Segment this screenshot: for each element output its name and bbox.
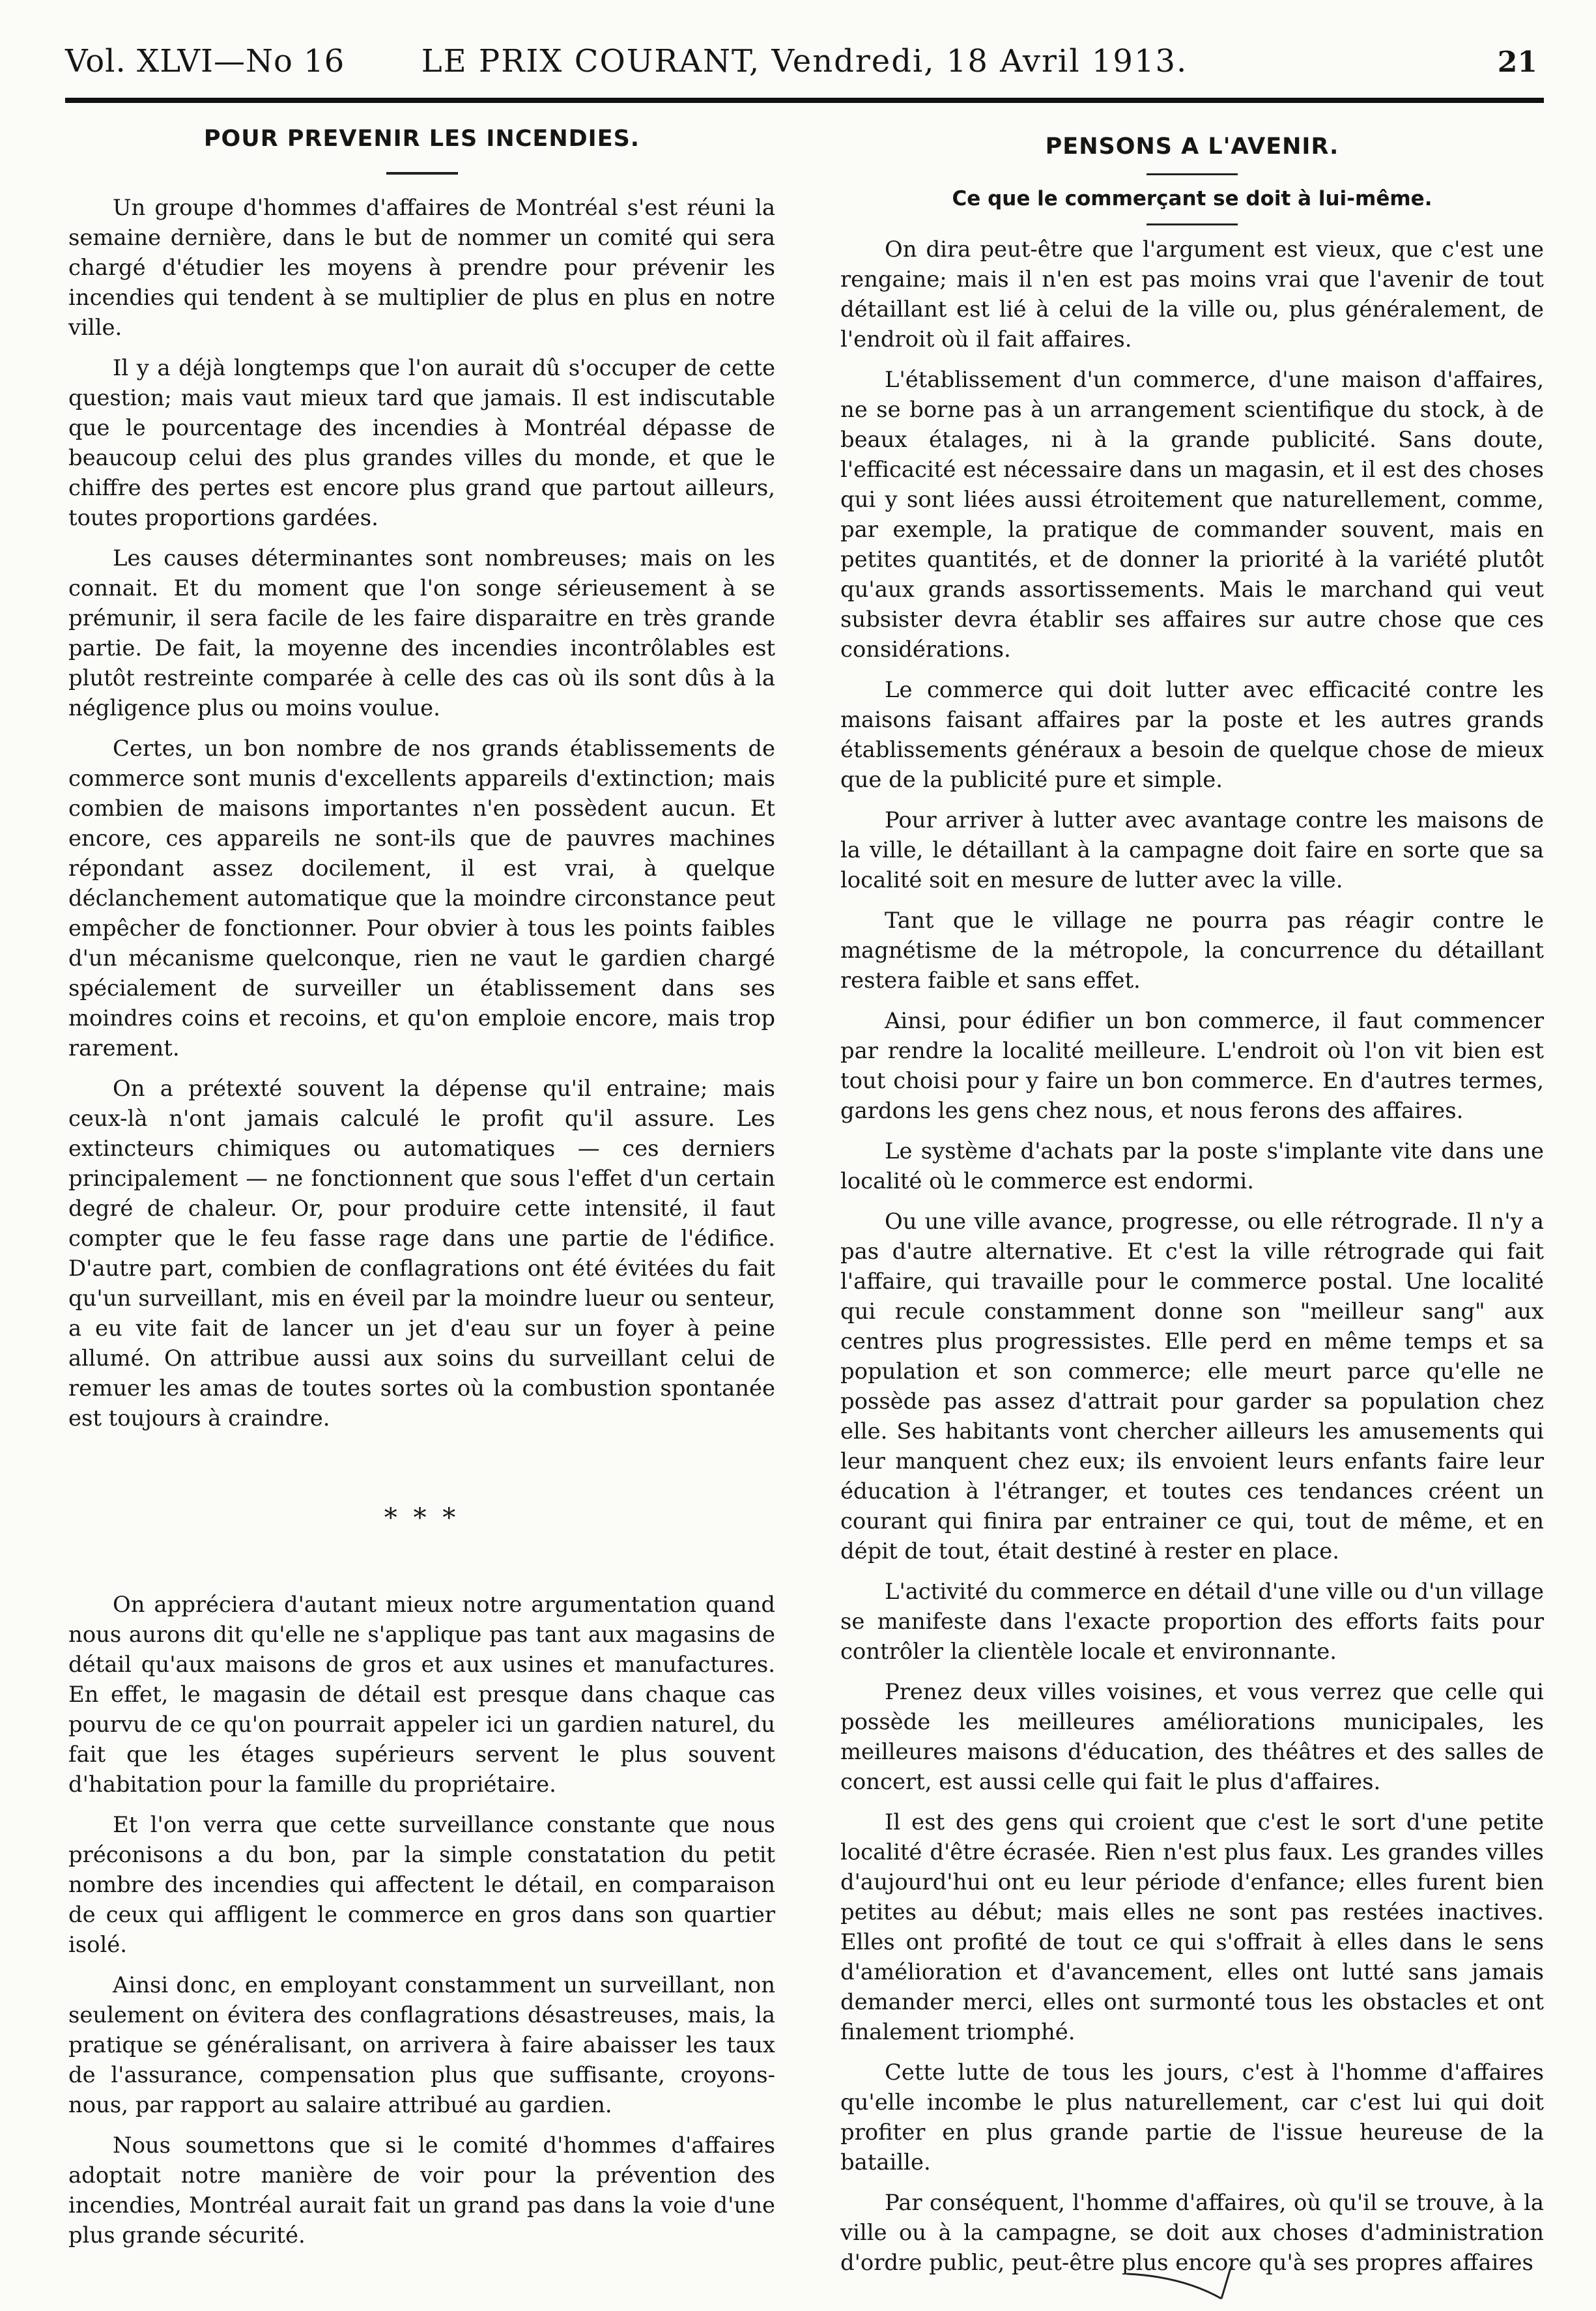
masthead-title: LE PRIX COURANT, Vendredi, 18 Avril 1913.	[421, 43, 1188, 79]
title-divider	[386, 172, 458, 175]
right-article-subtitle: Ce que le commerçant se doit à lui-même.	[952, 187, 1432, 210]
subtitle-divider	[1147, 223, 1238, 225]
paragraph: Certes, un bon nombre de nos grands établissements de commerce sont munis d'excellents appareils d'extinction; mais combien de maisons importantes n'en possèdent aucun. Et encore, ces appareils ne sont-ils que de pauvres machines répondant assez docilement, il est vrai, à quelque déclanchement automatique que la moindre circonstance peut empêcher de fonctionner. Pour obvier à tous les points faibles d'un mécanisme quelconque, rien ne vaut le gardien chargé spécialement de surveiller un établissement dans ses moindres coins et recoins, et qu'on emploie encore, mais trop rarement.	[68, 736, 775, 1061]
paragraph: Il y a déjà longtemps que l'on aurait dû s'occuper de cette question; mais vaut mieux tard que jamais. Il est indiscutable que le pourcentage des incendies à Montréal dépasse de beaucoup celui des plus grandes villes du monde, et que le chiffre des pertes est encore plus grand que partout ailleurs, toutes proportions gardées.	[68, 355, 775, 530]
paragraph: Nous soumettons que si le comité d'hommes d'affaires adoptait notre manière de voir pour la prévention des incendies, Montréal aurait fait un grand pas dans la voie d'une plus grande sécurité.	[68, 2132, 775, 2248]
paragraph: Ou une ville avance, progresse, ou elle rétrograde. Il n'y a pas d'autre alternative. Et c'est la ville rétrograde qui fait l'affaire, qui travaille pour le commerce postal. Une localité qui recule constamment donne son "meilleur sang" aux centres plus progressistes. Elle perd en même temps et sa population et son commerce; elle meurt parce qu'elle ne possède pas assez d'attrait pour garder sa population chez elle. Ses habitants vont chercher ailleurs les amusements qui leur manquent chez eux; ils envoient leurs enfants faire leur éducation à l'étranger, et toutes ces tendances créent un courant qui finira par entrainer ce qui, tout de même, et en dépit de tout, était destiné à rester en place.	[840, 1209, 1544, 1564]
left-article-body-continued	[68, 1590, 775, 2250]
paragraph: Tant que le village ne pourra pas réagir contre le magnétisme de la métropole, la concurrence du détaillant restera faible et sans effet.	[840, 908, 1544, 993]
paragraph: Un groupe d'hommes d'affaires de Montréal s'est réuni la semaine dernière, dans le but de nommer un comité qui sera chargé d'étudier les moyens à prendre pour prévenir les incendies qui tendent à se multiplier de plus en plus en notre ville.	[68, 195, 775, 340]
paragraph: On a prétexté souvent la dépense qu'il entraine; mais ceux-là n'ont jamais calculé le profit qu'il assure. Les extincteurs chimiques ou automatiques — ces derniers principalement — ne fonctionnent que sous l'effet d'un certain degré de chaleur. Or, pour produire cette intensité, il faut compter que le feu fasse rage dans une partie de l'édifice. D'autre part, combien de conflagrations ont été évitées du fait qu'un surveillant, mis en éveil par la moindre lueur ou senteur, a eu vite fait de lancer un jet d'eau sur un foyer à peine allumé. On attribue aussi aux soins du surveillant celui de remuer les amas de toutes sortes où la combustion spontanée est toujours à craindre.	[68, 1076, 775, 1431]
paragraph: Le commerce qui doit lutter avec efficacité contre les maisons faisant affaires par la poste et les autres grands établissements généraux a besoin de quelque chose de mieux que de la publicité pure et simple.	[840, 677, 1544, 792]
paragraph: Les causes déterminantes sont nombreuses; mais on les connait. Et du moment que l'on songe sérieusement à se prémunir, il sera facile de les faire disparaitre en très grande partie. De fait, la moyenne des incendies incontrôlables est plutôt restreinte comparée à celle des cas où ils sont dûs à la négligence plus ou moins voulue.	[68, 545, 775, 721]
paragraph: L'activité du commerce en détail d'une ville ou d'un village se manifeste dans l'exacte proportion des efforts faits pour contrôler la clientèle locale et environnante.	[840, 1579, 1544, 1664]
paragraph: Prenez deux villes voisines, et vous verrez que celle qui possède les meilleures améliorations municipales, les meilleures maisons d'éducation, des théâtres et des salles de concert, est aussi celle qui fait le plus d'affaires.	[840, 1679, 1544, 1794]
paragraph: Il est des gens qui croient que c'est le sort d'une petite localité d'être écrasée. Rien n'est plus faux. Les grandes villes d'aujourd'hui ont eu leur période d'enfance; elles furent bien petites au début; mais elles ne sont pas restées inactives. Elles ont profité de tout ce qui s'offrait à elles dans le sens d'amélioration et d'avancement, elles ont lutté sans jamais demander merci, elles ont surmonté tous les obstacles et ont finalement triomphé.	[840, 1809, 1544, 2045]
paragraph: Pour arriver à lutter avec avantage contre les maisons de la ville, le détaillant à la campagne doit faire en sorte que sa localité soit en mesure de lutter avec la ville.	[840, 807, 1544, 893]
paragraph: On dira peut-être que l'argument est vieux, que c'est une rengaine; mais il n'en est pas moins vrai que l'avenir de tout détaillant est lié à celui de la ville ou, plus généralement, de l'endroit où il fait affaires.	[840, 237, 1544, 352]
asterism-separator	[68, 1505, 775, 1531]
left-article-body	[68, 193, 775, 1433]
paragraph: Et l'on verra que cette surveillance constante que nous préconisons a du bon, par la simple constatation du petit nombre des incendies qui affectent le détail, en comparaison de ceux qui affligent le commerce en gros dans son quartier isolé.	[68, 1812, 775, 1957]
right-article-title: PENSONS A L'AVENIR.	[1045, 134, 1339, 160]
paragraph: On appréciera d'autant mieux notre argumentation quand nous aurons dit qu'elle ne s'applique pas tant aux magasins de détail qu'aux maisons de gros et aux usines et manufactures. En effet, le magasin de détail est presque dans chaque cas pourvu de ce qu'on pourrait appeler ici un gardien naturel, du fait que les étages supérieurs servent le plus souvent d'habitation pour la famille du propriétaire.	[68, 1592, 775, 1797]
paragraph: L'établissement d'un commerce, d'une maison d'affaires, ne se borne pas à un arrangement scientifique du stock, à de beaux étalages, ni à la grande publicité. Sans doute, l'efficacité est nécessaire dans un magasin, et il est des choses qui y sont liées aussi étroitement que naturellement, comme, par exemple, la pratique de commander souvent, mais en petites quantités, et de donner la priorité à la variété plutôt qu'aux grands assortissements. Mais le marchand qui veut subsister devra établir ses affaires sur autre chose que ces considérations.	[840, 367, 1544, 662]
title-divider	[1147, 173, 1238, 175]
right-article-body	[840, 235, 1544, 2278]
paragraph: Ainsi donc, en employant constamment un surveillant, non seulement on évitera des conflagrations désastreuses, mais, la pratique se généralisant, on arrivera à faire abaisser les taux de l'assurance, compensation plus que suffisante, croyons-nous, par rapport au salaire attribué au gardien.	[68, 1972, 775, 2117]
header-rule	[65, 98, 1544, 103]
page-header	[65, 26, 1544, 91]
page-number: 21	[1497, 46, 1537, 79]
paragraph: Cette lutte de tous les jours, c'est à l'homme d'affaires qu'elle incombe le plus naturellement, car c'est lui qui doit profiter en plus grande partie de l'issue heureuse de la bataille.	[840, 2060, 1544, 2175]
paragraph: Par conséquent, l'homme d'affaires, où qu'il se trouve, à la ville ou à la campagne, se doit aux choses d'administration d'ordre public, peut-être plus encore qu'à ses propres affaires	[840, 2190, 1544, 2275]
paragraph: Le système d'achats par la poste s'implante vite dans une localité où le commerce est endormi.	[840, 1138, 1544, 1194]
right-column	[840, 104, 1544, 2288]
paragraph: Ainsi, pour édifier un bon commerce, il faut commencer par rendre la localité meilleure. L'endroit où l'on vit bien est tout choisi pour y faire un bon commerce. En d'autres termes, gardons les gens chez nous, et nous ferons des affaires.	[840, 1008, 1544, 1123]
left-column	[68, 104, 775, 2261]
page-end-mark	[1124, 2261, 1267, 2300]
volume-number: Vol. XLVI—No 16	[65, 43, 345, 79]
asterism-text: * * *	[384, 1503, 460, 1533]
left-article-title: POUR PREVENIR LES INCENDIES.	[203, 126, 640, 152]
